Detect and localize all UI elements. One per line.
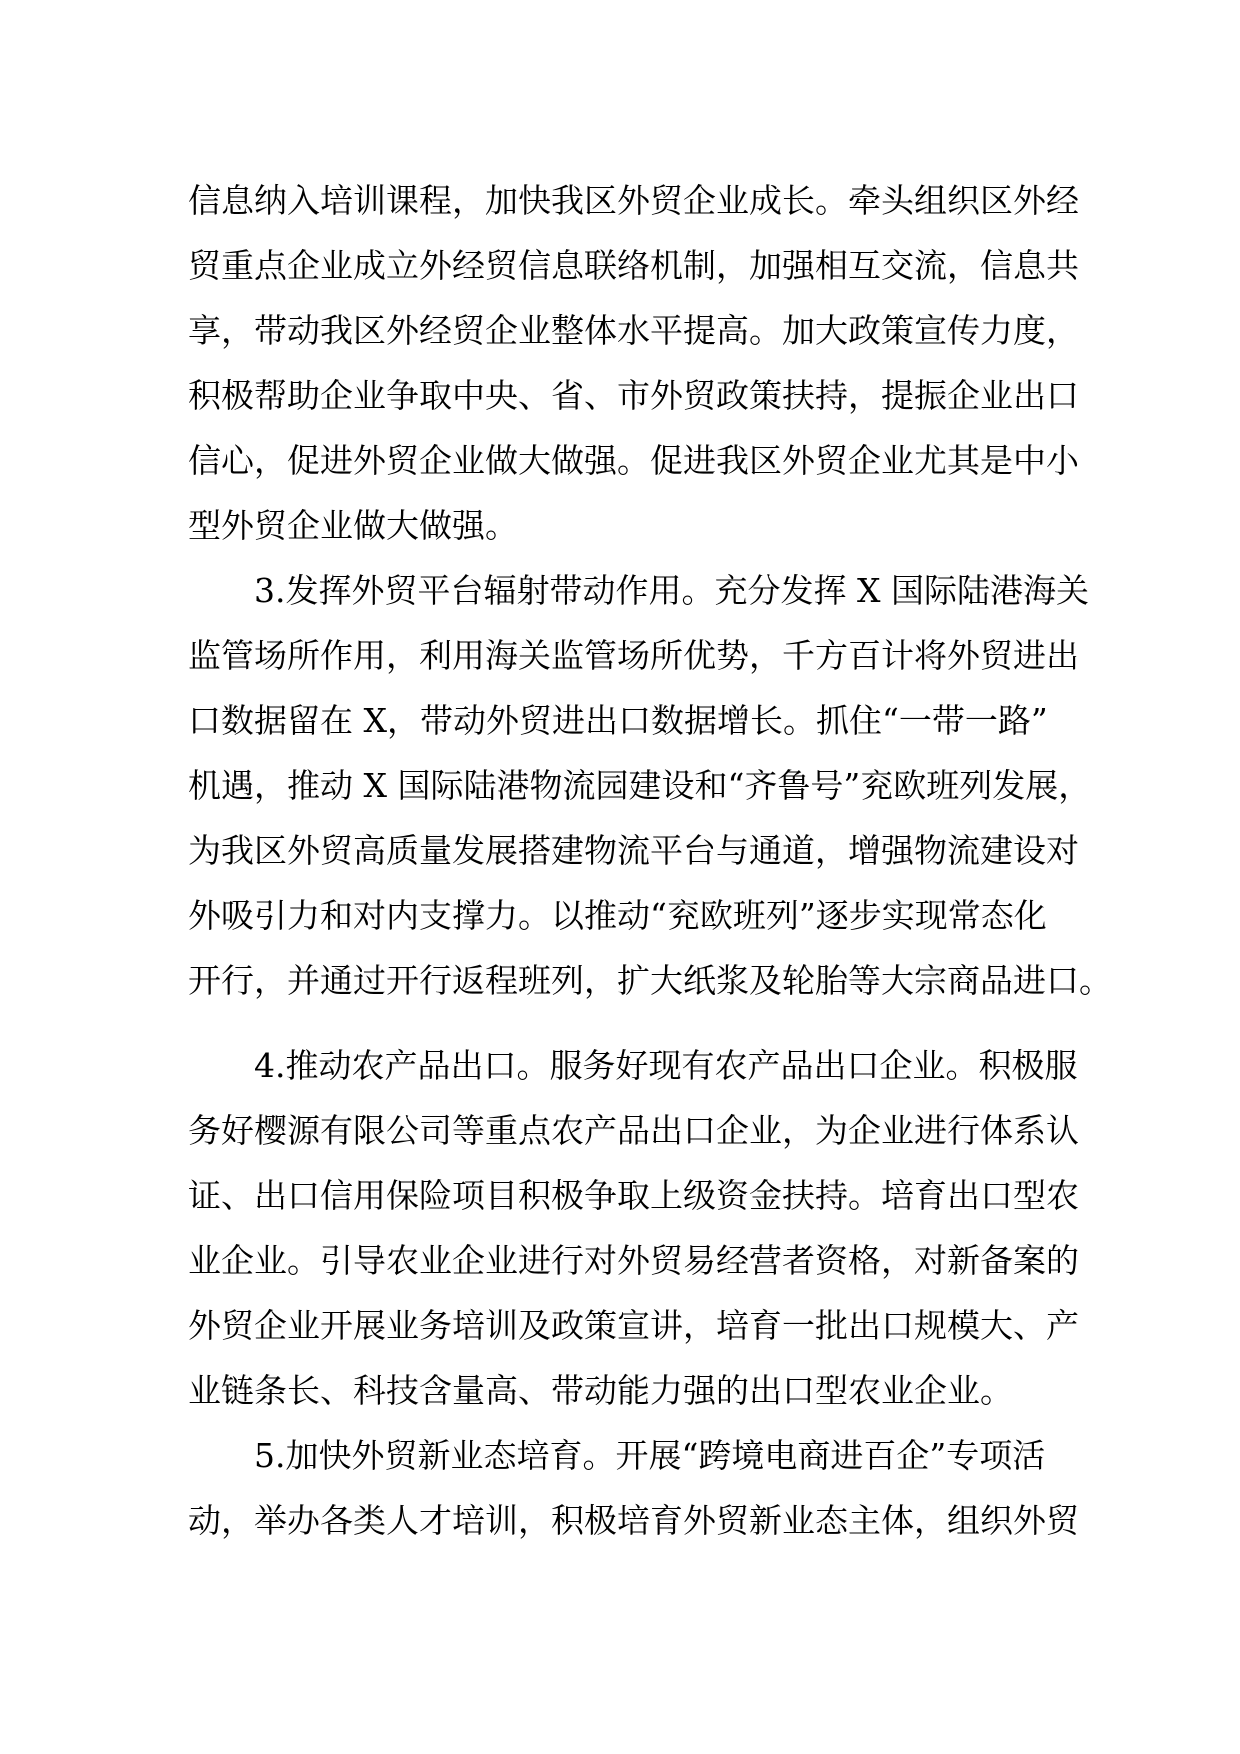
text-line: 积极帮助企业争取中央、省、市外贸政策扶持，提振企业出口 [188, 376, 1079, 415]
text-line: 外吸引力和对内支撑力。以推动“兖欧班列”逐步实现常态化 [188, 896, 1047, 935]
text-line: 机遇，推动 X 国际陆港物流园建设和“齐鲁号”兖欧班列发展， [188, 766, 1092, 805]
text-line: 外贸企业开展业务培训及政策宣讲，培育一批出口规模大、产 [188, 1306, 1079, 1345]
text-line: 为我区外贸高质量发展搭建物流平台与通道，增强物流建设对 [188, 831, 1079, 870]
text-line: 开行，并通过开行返程班列，扩大纸浆及轮胎等大宗商品进口。 [188, 961, 1112, 1000]
text-line: 证、出口信用保险项目积极争取上级资金扶持。培育出口型农 [188, 1176, 1079, 1215]
text-line: 业企业。引导农业企业进行对外贸易经营者资格，对新备案的 [188, 1241, 1079, 1280]
paragraph-section-3 [188, 558, 1112, 1013]
text-line: 监管场所作用，利用海关监管场所优势，千方百计将外贸进出 [188, 636, 1079, 675]
paragraph-section-5 [188, 1423, 1088, 1553]
text-line: 动，举办各类人才培训，积极培育外贸新业态主体，组织外贸 [188, 1501, 1079, 1540]
text-line: 3.发挥外贸平台辐射带动作用。充分发挥 X 国际陆港海关 [188, 571, 1089, 610]
text-line: 信息纳入培训课程，加快我区外贸企业成长。牵头组织区外经 [188, 181, 1079, 220]
document-body [188, 168, 1112, 1553]
text-line: 务好樱源有限公司等重点农产品出口企业，为企业进行体系认 [188, 1111, 1079, 1150]
text-line: 型外贸企业做大做强。 [188, 506, 518, 545]
text-line: 信心，促进外贸企业做大做强。促进我区外贸企业尤其是中小 [188, 441, 1079, 480]
text-line: 业链条长、科技含量高、带动能力强的出口型农业企业。 [188, 1371, 1013, 1410]
text-line: 贸重点企业成立外经贸信息联络机制，加强相互交流，信息共 [188, 246, 1079, 285]
text-line: 4.推动农产品出口。服务好现有农产品出口企业。积极服 [188, 1046, 1078, 1085]
text-line: 5.加快外贸新业态培育。开展“跨境电商进百企”专项活 [188, 1436, 1046, 1475]
text-line: 口数据留在 X，带动外贸进出口数据增长。抓住“一带一路” [188, 701, 1048, 740]
paragraph-training-info [188, 168, 1088, 558]
paragraph-section-4 [188, 1033, 1088, 1423]
text-line: 享，带动我区外经贸企业整体水平提高。加大政策宣传力度， [188, 311, 1079, 350]
